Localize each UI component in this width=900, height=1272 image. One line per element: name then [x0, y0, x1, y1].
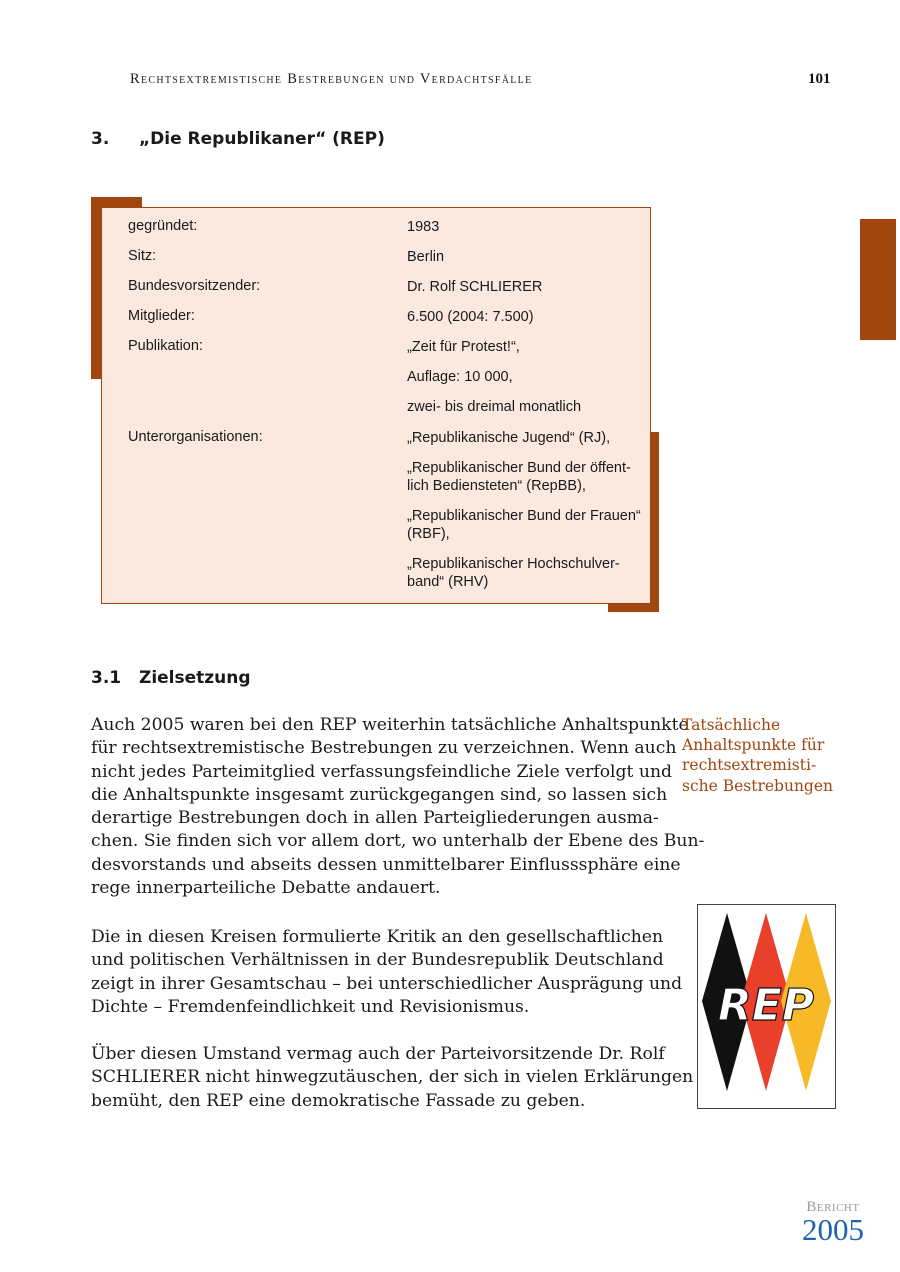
- fact-label: gegründet:: [128, 218, 198, 234]
- text-line: Über diesen Umstand vermag auch der Parteivorsitzende Dr. Rolf: [91, 1044, 665, 1064]
- section-title: „Die Republikaner“ (REP): [139, 129, 385, 149]
- text-line: desvorstands und abseits dessen unmittelbarer Einflusssphäre eine: [91, 854, 681, 875]
- subsection-heading: [91, 668, 251, 688]
- text-line: SCHLIERER nicht hinwegzutäuschen, der sich in vielen Erklärungen: [91, 1067, 694, 1088]
- section-heading: [91, 129, 385, 149]
- footer-brand: [797, 1198, 869, 1247]
- text-line: derartige Bestrebungen doch in allen Parteigliederungen ausma-: [91, 808, 659, 829]
- fact-value-line: „Zeit für Protest!“,: [407, 339, 520, 355]
- fact-label: Mitglieder:: [128, 308, 195, 324]
- footer-year: 2005: [802, 1212, 864, 1247]
- running-title: Rechtsextremistische Bestrebungen und Verdachtsfälle: [130, 71, 533, 87]
- text-line: Die in diesen Kreisen formulierte Kritik an den gesellschaftlichen: [91, 927, 664, 947]
- fact-value-line: 1983: [407, 219, 440, 235]
- fact-value: [407, 278, 647, 296]
- margin-note-line: sche Bestrebungen: [682, 776, 834, 795]
- fact-value: [407, 248, 647, 266]
- text-line: nicht jedes Parteimitglied verfassungsfeindliche Ziele verfolgt und: [91, 761, 673, 782]
- rep-logo-graphic: [698, 905, 835, 1108]
- fact-value-line: Dr. Rolf SCHLIERER: [407, 279, 543, 295]
- text-line: bemüht, den REP eine demokratische Fassade zu geben.: [91, 1090, 586, 1111]
- fact-label: Sitz:: [128, 248, 157, 264]
- fact-value: [407, 429, 647, 591]
- text-line: für rechtsextremistische Bestrebungen zu verzeichnen. Wenn auch: [91, 738, 677, 759]
- rep-logo: [697, 904, 836, 1109]
- text-line: chen. Sie finden sich vor allem dort, wo unterhalb der Ebene des Bun-: [91, 831, 705, 852]
- text-line: die Anhaltspunkte insgesamt zurückgegangen sind, so lassen sich: [91, 784, 668, 805]
- text-line: zeigt in ihrer Gesamtschau – bei unterschiedlicher Ausprägung und: [91, 973, 683, 994]
- paragraph-1: [91, 714, 705, 900]
- fact-value: [407, 308, 647, 326]
- logo-text: REP: [717, 980, 815, 1031]
- fact-value-line: zwei- bis dreimal monatlich: [407, 399, 582, 415]
- subsection-title: Zielsetzung: [139, 668, 251, 688]
- subsection-number: 3.1: [91, 668, 122, 688]
- margin-note-line: Tatsächliche: [682, 716, 781, 734]
- text-line: Auch 2005 waren bei den REP weiterhin tatsächliche Anhaltspunkte: [91, 715, 689, 735]
- fact-value-line: Auflage: 10 000,: [407, 369, 513, 385]
- paragraph-3: [91, 1043, 694, 1113]
- fact-value-line: „Republikanischer Hochschulver- band“ (RHV): [407, 556, 620, 590]
- page-number: 101: [808, 71, 831, 87]
- fact-box: [101, 207, 651, 604]
- fact-value: [407, 338, 647, 416]
- fact-value-line: 6.500 (2004: 7.500): [407, 309, 534, 325]
- paragraph-2: [91, 926, 683, 1019]
- margin-note-line: Anhaltspunkte für: [682, 736, 825, 755]
- fact-value-line: „Republikanischer Bund der Frauen“ (RBF),: [407, 508, 641, 542]
- fact-value-line: „Republikanische Jugend“ (RJ),: [407, 430, 611, 446]
- fact-label: Bundesvorsitzender:: [128, 278, 261, 294]
- text-line: und politischen Verhältnissen in der Bundesrepublik Deutschland: [91, 950, 664, 971]
- margin-note-line: rechtsextremisti-: [682, 756, 817, 775]
- text-line: Dichte – Fremdenfeindlichkeit und Revisionismus.: [91, 996, 530, 1017]
- margin-note: [682, 715, 852, 796]
- fact-value: [407, 218, 647, 236]
- fact-value-line: Berlin: [407, 249, 445, 265]
- chapter-tab-marker: [860, 219, 896, 340]
- fact-value-line: „Republikanischer Bund der öffent- lich Bediensteten“ (RepBB),: [407, 460, 631, 494]
- section-number: 3.: [91, 129, 110, 149]
- footer-word: Bericht: [806, 1199, 860, 1215]
- text-line: rege innerparteiliche Debatte andauert.: [91, 878, 441, 899]
- fact-label: Unterorganisationen:: [128, 429, 263, 445]
- fact-label: Publikation:: [128, 338, 203, 354]
